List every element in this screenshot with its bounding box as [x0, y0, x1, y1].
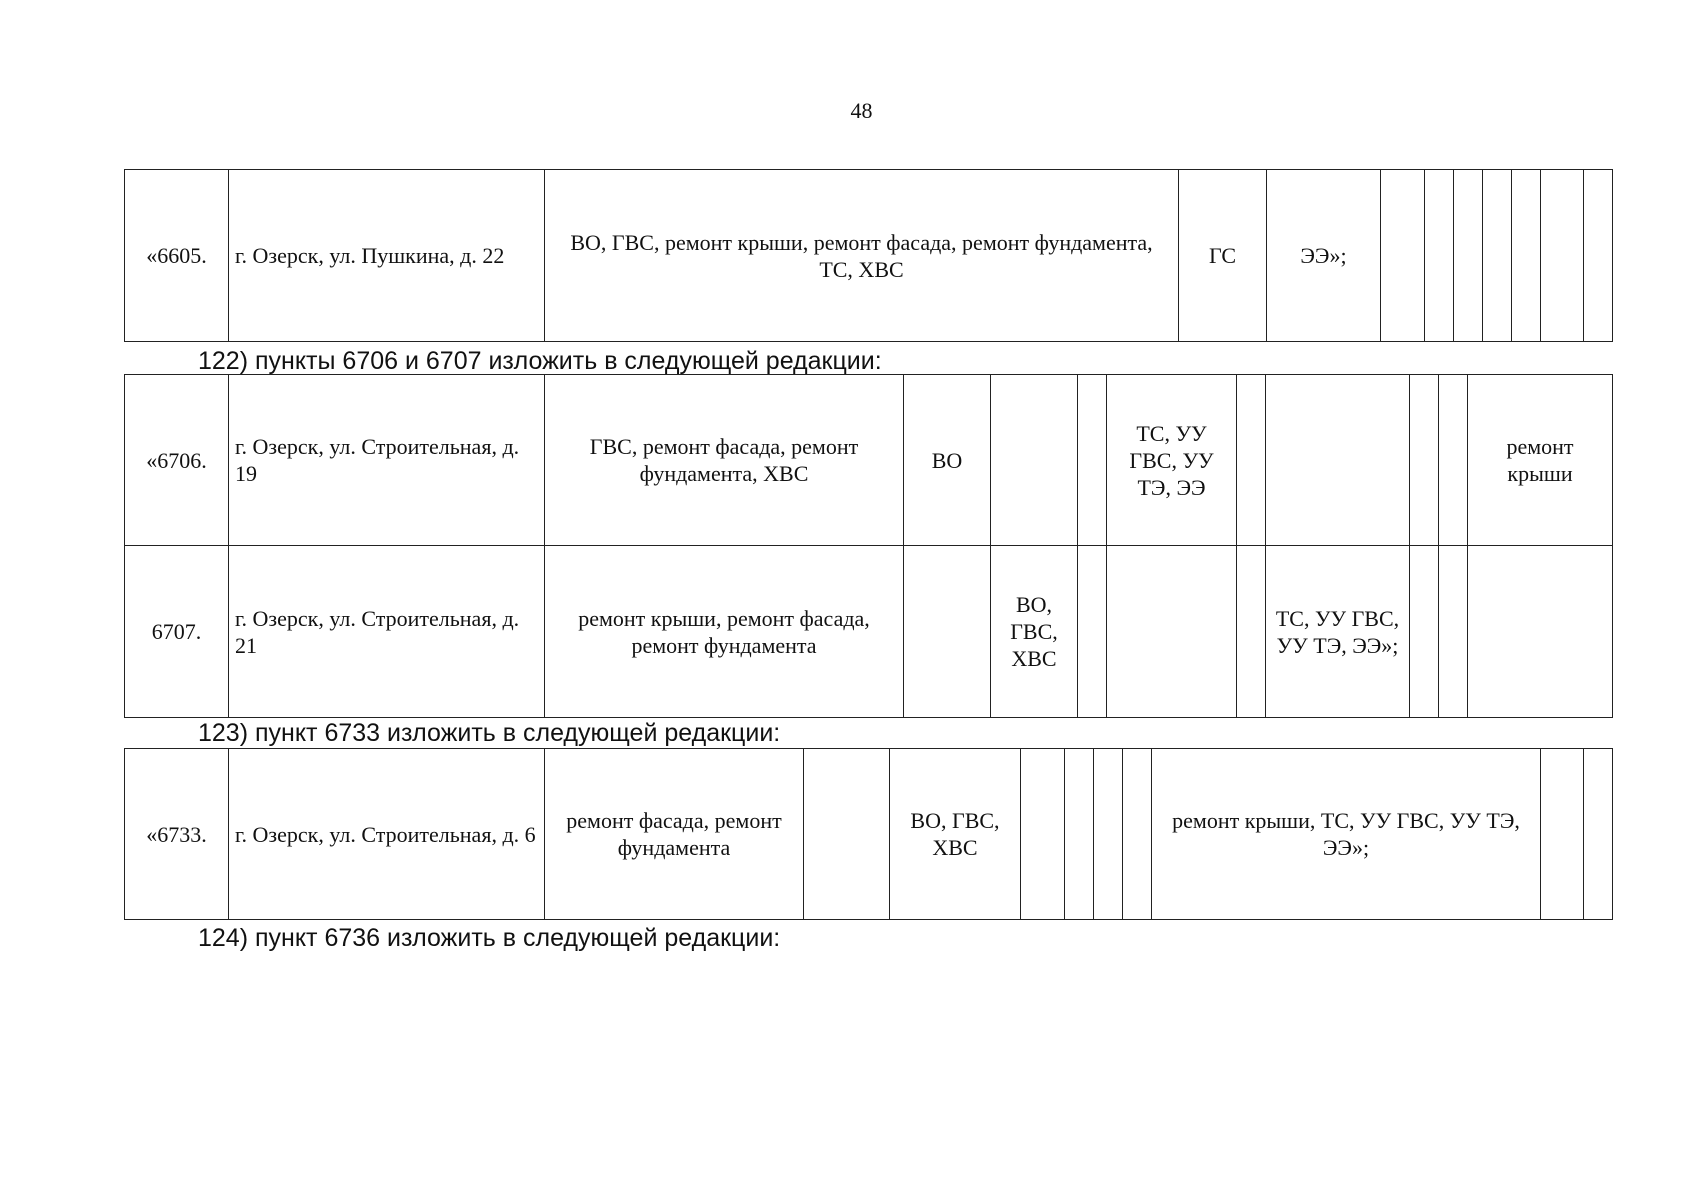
- empty-cell: [1410, 546, 1439, 718]
- address-cell: г. Озерск, ул. Строительная, д. 19: [229, 375, 545, 546]
- works-cell: ГВС, ремонт фасада, ремонт фундамента, ХВС: [545, 375, 904, 546]
- works-cell: ремонт фасада, ремонт фундамента: [545, 749, 804, 920]
- works-cell: ТС, УУ ГВС, УУ ТЭ, ЭЭ»;: [1266, 546, 1410, 718]
- empty-cell: [1078, 546, 1107, 718]
- table-6706-6707: [124, 374, 1613, 718]
- empty-cell: [1021, 749, 1065, 920]
- empty-cell: [1483, 170, 1512, 342]
- table-row: [125, 546, 1613, 718]
- empty-cell: [1584, 170, 1613, 342]
- works-cell: ТС, УУ ГВС, УУ ТЭ, ЭЭ: [1107, 375, 1237, 546]
- empty-cell: [1468, 546, 1613, 718]
- address-cell: г. Озерск, ул. Строительная, д. 6: [229, 749, 545, 920]
- table-row: [125, 170, 1613, 342]
- works-cell: ВО, ГВС, ремонт крыши, ремонт фасада, ремонт фундамента, ТС, ХВС: [545, 170, 1179, 342]
- item-number: «6605.: [125, 170, 229, 342]
- works-cell: ЭЭ»;: [1267, 170, 1381, 342]
- empty-cell: [1439, 375, 1468, 546]
- item-number: 6707.: [125, 546, 229, 718]
- section-heading: 122) пункты 6706 и 6707 изложить в следующей редакции:: [198, 347, 882, 375]
- empty-cell: [1439, 546, 1468, 718]
- section-heading: 123) пункт 6733 изложить в следующей редакции:: [198, 719, 781, 747]
- empty-cell: [1410, 375, 1439, 546]
- table-row: [125, 375, 1613, 546]
- empty-cell: [1425, 170, 1454, 342]
- empty-cell: [1512, 170, 1541, 342]
- empty-cell: [1123, 749, 1152, 920]
- works-cell: ВО, ГВС, ХВС: [890, 749, 1021, 920]
- empty-cell: [1237, 375, 1266, 546]
- page-number: 48: [850, 98, 873, 123]
- address-cell: г. Озерск, ул. Строительная, д. 21: [229, 546, 545, 718]
- address-cell: г. Озерск, ул. Пушкина, д. 22: [229, 170, 545, 342]
- item-number: «6706.: [125, 375, 229, 546]
- works-cell: ремонт крыши: [1468, 375, 1613, 546]
- empty-cell: [1094, 749, 1123, 920]
- section-heading: 124) пункт 6736 изложить в следующей редакции:: [198, 924, 781, 952]
- works-cell: ВО, ГВС, ХВС: [991, 546, 1078, 718]
- empty-cell: [1266, 375, 1410, 546]
- table-6605: [124, 169, 1613, 342]
- empty-cell: [804, 749, 890, 920]
- item-number: «6733.: [125, 749, 229, 920]
- works-cell: ВО: [904, 375, 991, 546]
- works-cell: ремонт крыши, ремонт фасада, ремонт фундамента: [545, 546, 904, 718]
- empty-cell: [1584, 749, 1613, 920]
- table-row: [125, 749, 1613, 920]
- empty-cell: [904, 546, 991, 718]
- empty-cell: [991, 375, 1078, 546]
- empty-cell: [1065, 749, 1094, 920]
- works-cell: ремонт крыши, ТС, УУ ГВС, УУ ТЭ, ЭЭ»;: [1152, 749, 1541, 920]
- empty-cell: [1381, 170, 1425, 342]
- table-6733: [124, 748, 1613, 920]
- empty-cell: [1107, 546, 1237, 718]
- empty-cell: [1237, 546, 1266, 718]
- empty-cell: [1541, 170, 1584, 342]
- empty-cell: [1541, 749, 1584, 920]
- works-cell: ГС: [1179, 170, 1267, 342]
- empty-cell: [1454, 170, 1483, 342]
- empty-cell: [1078, 375, 1107, 546]
